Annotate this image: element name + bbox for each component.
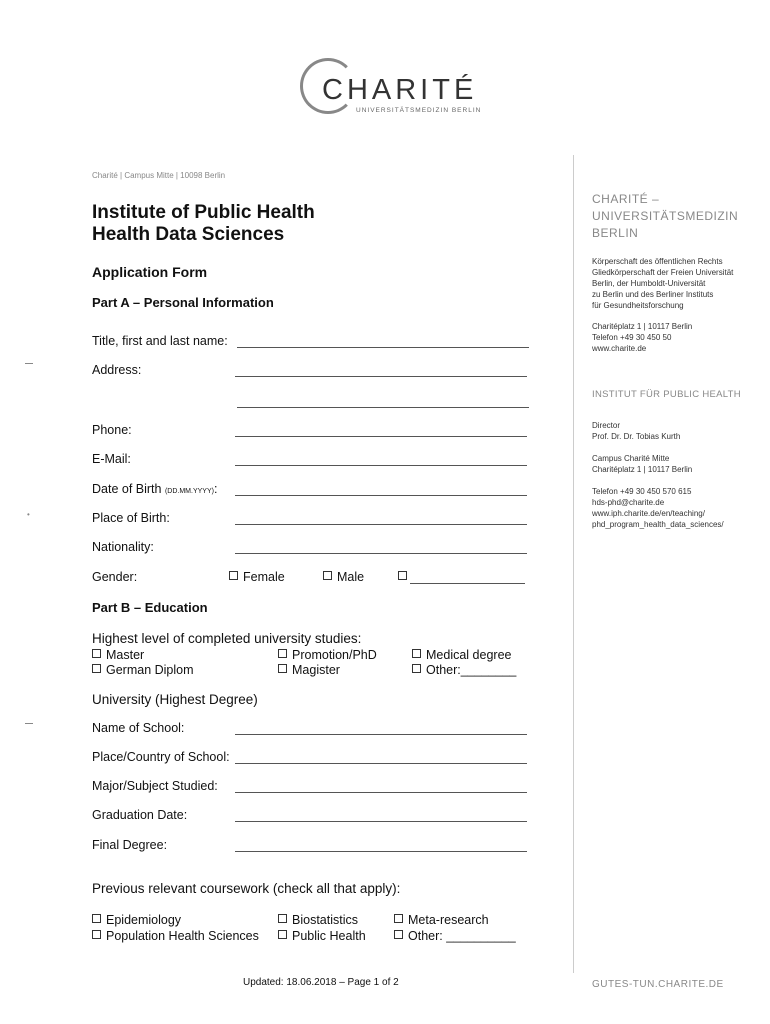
grad-date-field[interactable] <box>235 821 527 822</box>
degree-other-checkbox[interactable]: Other:________ <box>412 663 516 677</box>
sidebar-campus: Campus Charité Mitte Charitéplatz 1 | 10117 Berlin <box>592 454 693 474</box>
logo-subline: UNIVERSITÄTSMEDIZIN BERLIN <box>356 107 482 114</box>
school-name-field[interactable] <box>235 734 527 735</box>
major-field[interactable] <box>235 792 527 793</box>
phone-field[interactable] <box>235 436 527 437</box>
highest-level-heading: Highest level of completed university studies: <box>92 631 362 646</box>
degree-master-checkbox[interactable]: Master <box>92 648 144 662</box>
sidebar-divider <box>573 155 574 973</box>
course-population-checkbox[interactable]: Population Health Sciences <box>92 929 259 943</box>
sidebar-corporation: Körperschaft des öffentlichen Rechts Gliedkörperschaft der Freien Universität Berlin, der Humboldt-Universität zu Berlin und des Berliner Instituts für Gesundheitsforschung <box>592 257 734 310</box>
dob-field[interactable] <box>235 495 527 496</box>
sidebar-heading: CHARITÉ – UNIVERSITÄTSMEDIZIN BERLIN <box>592 192 739 240</box>
page-footer: Updated: 18.06.2018 – Page 1 of 2 <box>243 977 399 988</box>
place-country-field[interactable] <box>235 763 527 764</box>
part-a-title: Part A – Personal Information <box>92 295 274 310</box>
fold-mark <box>25 363 33 364</box>
course-other-checkbox[interactable]: Other: __________ <box>394 929 516 943</box>
major-label: Major/Subject Studied: <box>92 779 218 793</box>
gender-other-field[interactable] <box>410 583 525 584</box>
pob-label: Place of Birth: <box>92 511 170 525</box>
nationality-label: Nationality: <box>92 540 154 554</box>
sender-address: Charité | Campus Mitte | 10098 Berlin <box>92 171 226 180</box>
address-label: Address: <box>92 363 142 377</box>
final-degree-label: Final Degree: <box>92 838 168 852</box>
email-label: E-Mail: <box>92 452 131 466</box>
course-meta-research-checkbox[interactable]: Meta-research <box>394 913 489 927</box>
degree-diplom-checkbox[interactable]: German Diplom <box>92 663 194 677</box>
dob-label: Date of Birth (DD.MM.YYYY): <box>92 482 218 496</box>
name-field[interactable] <box>237 347 529 348</box>
address-field-2[interactable] <box>237 407 529 408</box>
sidebar-director: Director Prof. Dr. Dr. Tobias Kurth <box>592 421 681 441</box>
sidebar-address: Charitéplatz 1 | 10117 Berlin Telefon +49 30 450 50 www.charite.de <box>592 322 693 353</box>
sidebar-institute: INSTITUT FÜR PUBLIC HEALTH <box>592 389 741 400</box>
page-title: Institute of Public Health Health Data Sciences <box>92 202 315 245</box>
course-biostatistics-checkbox[interactable]: Biostatistics <box>278 913 358 927</box>
degree-medical-checkbox[interactable]: Medical degree <box>412 648 511 662</box>
punch-mark: • <box>27 510 30 519</box>
pob-field[interactable] <box>235 524 527 525</box>
gender-male-checkbox[interactable]: Male <box>323 570 364 584</box>
address-field[interactable] <box>235 376 527 377</box>
gender-female-checkbox[interactable]: Female <box>229 570 285 584</box>
grad-date-label: Graduation Date: <box>92 808 188 822</box>
name-label: Title, first and last name: <box>92 334 228 348</box>
sidebar-contact: Telefon +49 30 450 570 615 hds-phd@charite.de www.iph.charite.de/en/teaching/ phd_program_health_data_sciences/ <box>592 487 724 529</box>
form-title: Application Form <box>92 264 208 280</box>
final-degree-field[interactable] <box>235 851 527 852</box>
course-public-health-checkbox[interactable]: Public Health <box>278 929 366 943</box>
coursework-heading: Previous relevant coursework (check all that apply): <box>92 881 401 896</box>
email-field[interactable] <box>235 465 527 466</box>
footer-website: GUTES-TUN.CHARITE.DE <box>592 979 724 990</box>
gender-label: Gender: <box>92 570 138 584</box>
degree-phd-checkbox[interactable]: Promotion/PhD <box>278 648 377 662</box>
part-b-title: Part B – Education <box>92 600 208 615</box>
fold-mark <box>25 723 33 724</box>
logo-wordmark: CHARITÉ <box>322 74 478 106</box>
degree-magister-checkbox[interactable]: Magister <box>278 663 340 677</box>
place-country-label: Place/Country of School: <box>92 750 230 764</box>
nationality-field[interactable] <box>235 553 527 554</box>
university-heading: University (Highest Degree) <box>92 692 258 707</box>
phone-label: Phone: <box>92 423 132 437</box>
school-name-label: Name of School: <box>92 721 185 735</box>
gender-other-checkbox[interactable] <box>398 570 412 584</box>
course-epidemiology-checkbox[interactable]: Epidemiology <box>92 913 181 927</box>
